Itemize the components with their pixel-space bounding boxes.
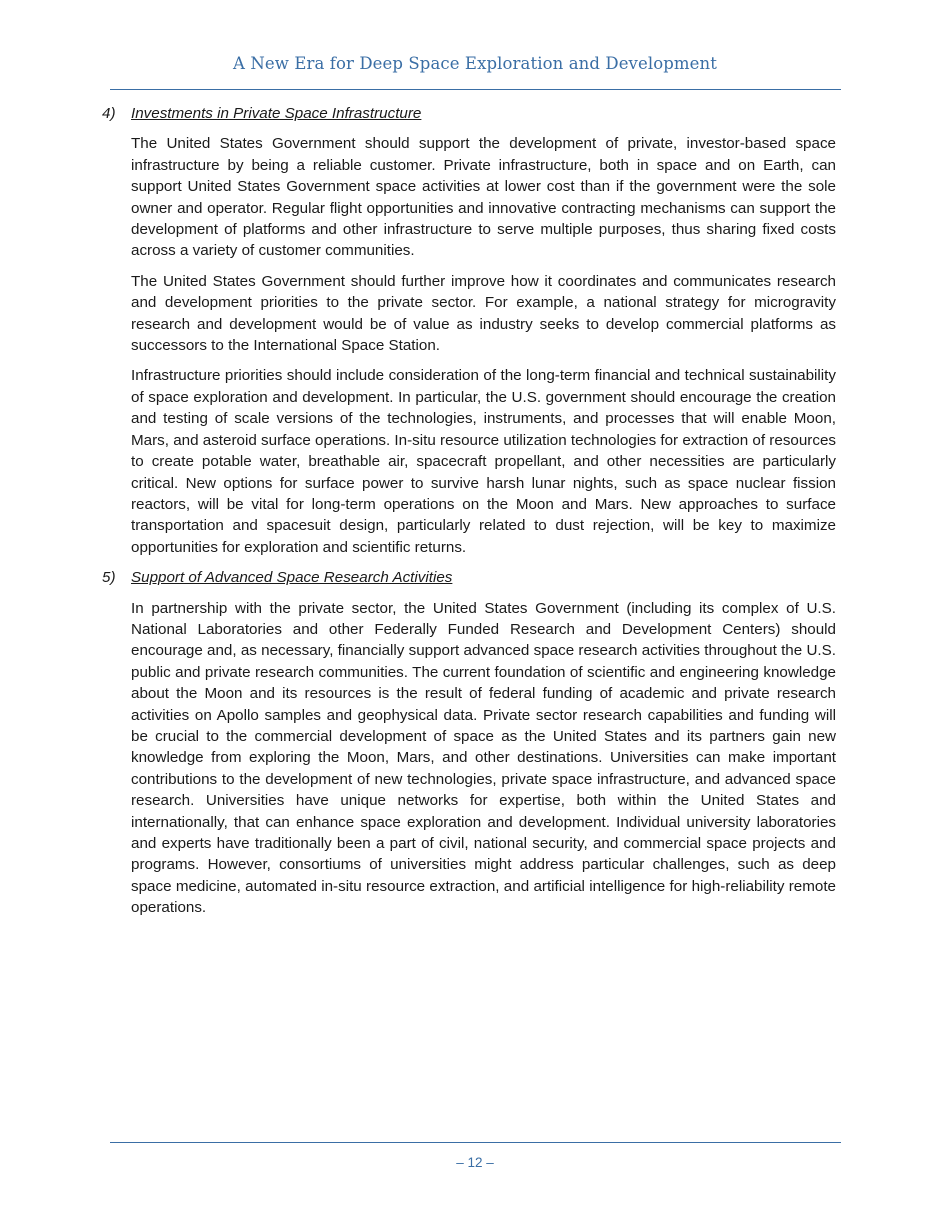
document-body [102, 103, 836, 928]
paragraph: In partnership with the private sector, the United States Government (including its complex of U.S. National Laboratories and other Federally Funded Research and Development Centers) should encourage and, as necessary, financially support advanced space research activities throughout the U.S. public and private research communities. The current foundation of scientific and engineering knowledge about the Moon and its resources is the result of federal funding of academic and private research activities on Apollo samples and geophysical data. Private sector research capabilities and funding will be crucial to the commercial development of space as the United States and its partners gain new knowledge from exploring the Moon, Mars, and other destinations. Universities can make important contributions to the development of new technologies, private space infrastructure, and advanced space research. Universities have unique networks for expertise, both within the United States and internationally, that can enhance space exploration and development. Individual university laboratories and experts have traditionally been a part of civil, national security, and commercial space projects and programs. However, consortiums of universities might address particular challenges, such as deep space medicine, automated in-situ resource extraction, and artificial intelligence for high-reliability remote operations. [131, 599, 836, 917]
section-heading [102, 567, 836, 588]
section-title: Investments in Private Space Infrastructure [131, 105, 422, 122]
section-number: 5) [102, 569, 116, 587]
paragraph: The United States Government should further improve how it coordinates and communicates research and development priorities to the private sector. For example, a national strategy for microgravity research and development would be of value as industry seeks to develop commercial platforms as successors to the International Space Station. [131, 272, 836, 355]
paragraph: The United States Government should support the development of private, investor-based space infrastructure by being a reliable customer. Private infrastructure, both in space and on Earth, can support United States Government space activities at lower cost than if the government were the sole owner and operator. Regular flight opportunities and innovative contracting mechanisms can support the development of platforms and other infrastructure to serve multiple purposes, thus sharing fixed costs across a variety of customer communities. [131, 135, 836, 260]
section-heading [102, 103, 836, 124]
header-divider [110, 89, 841, 90]
footer-divider [110, 1142, 841, 1143]
section-title: Support of Advanced Space Research Activities [131, 569, 453, 587]
paragraph: Infrastructure priorities should include consideration of the long-term financial and technical sustainability of space exploration and development. In particular, the U.S. government should encourage the creation and testing of scale versions of the technologies, instruments, and processes that will enable Moon, Mars, and asteroid surface operations. In-situ resource utilization technologies for extraction of resources to create potable water, breathable air, spacecraft propellant, and other necessities are particularly critical. New options for surface power to survive harsh lunar nights, such as space nuclear fission reactors, will be vital for long-term operations on the Moon and Mars. New approaches to surface transportation and spacesuit design, particularly related to dust rejection, will be key to maximize opportunities for exploration and scientific returns. [131, 367, 836, 556]
page-header-title: A New Era for Deep Space Exploration and Development [233, 54, 717, 73]
section-number: 4) [102, 105, 116, 122]
page-number: – 12 – [456, 1155, 494, 1170]
